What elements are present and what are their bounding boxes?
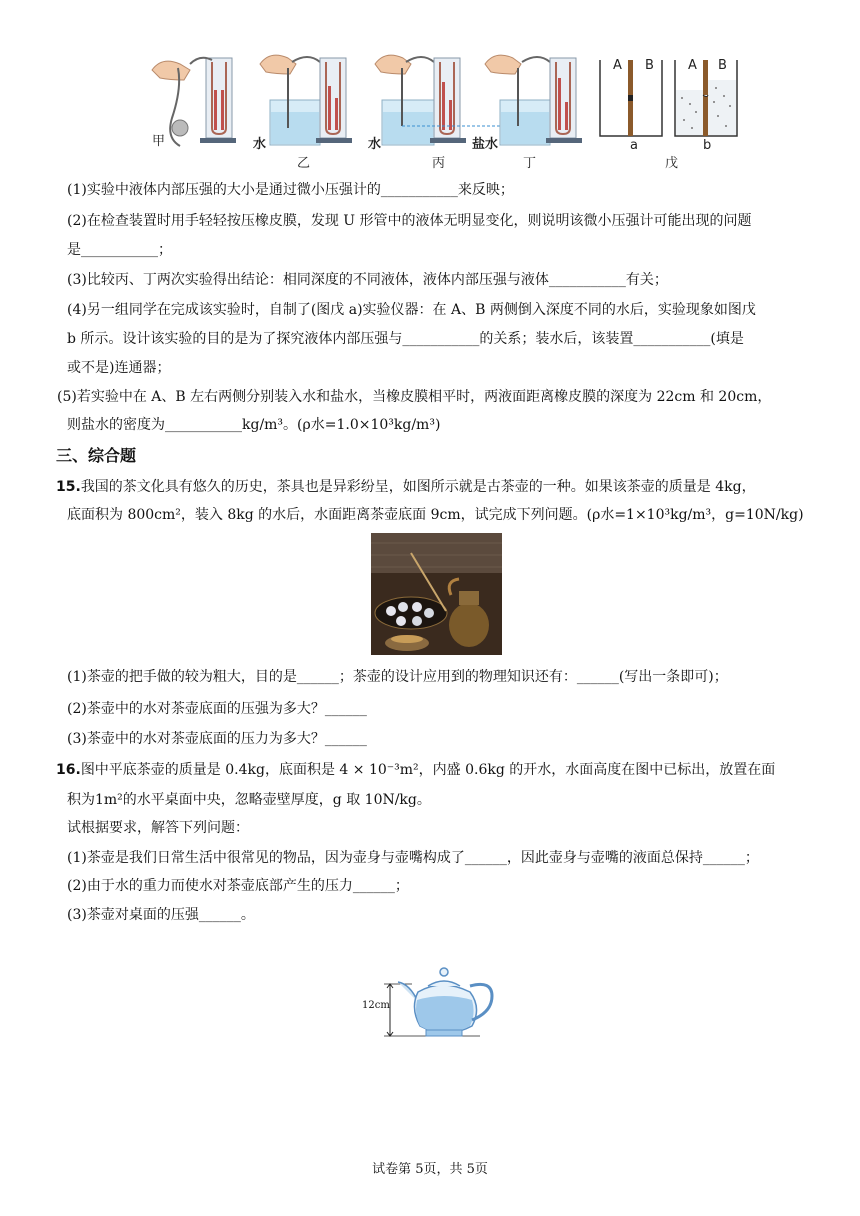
q15-sub2: (2)茶壶中的水对茶壶底面的压强为多大？______: [67, 701, 367, 717]
teapot-height-label: 12cm: [362, 1000, 390, 1011]
q16-stem-b: 积为1m²的水平桌面中央，忽略壶壁厚度，g 取 10N/kg。: [67, 792, 431, 808]
q15-sub3: (3)茶壶中的水对茶壶底面的压力为多大？______: [67, 731, 367, 747]
q14-part5-b: 则盐水的密度为___________kg/m³。(ρ水=1.0×10³kg/m³): [67, 417, 441, 433]
label-ding: 丁: [523, 156, 537, 171]
label-jia: 甲: [152, 134, 166, 149]
q16-sub2: (2)由于水的重力而使水对茶壶底部产生的压力______；: [67, 878, 409, 894]
label-wu-b-right: B: [718, 58, 727, 73]
q14-part4-a: (4)另一组同学在完成该实验时，自制了(图戊 a)实验仪器：在 A、B 两侧倒入深度不同的水后，实验现象如图戊: [67, 302, 756, 318]
q14-part4-b: b 所示。设计该实验的目的是为了探究液体内部压强与___________的关系；装水后，该装置___________(填是: [67, 331, 744, 347]
q14-part1: (1)实验中液体内部压强的大小是通过微小压强计的___________来反映；: [67, 182, 514, 198]
q14-part5-a: (5)若实验中在 A、B 左右两侧分别装入水和盐水，当橡皮膜相平时，两液面距离橡皮膜的深度为 22cm 和 20cm，: [57, 389, 772, 405]
q14-part2-a: (2)在检查装置时用手轻轻按压橡皮膜，发现 U 形管中的液体无明显变化，则说明该微小压强计可能出现的问题: [67, 213, 752, 229]
label-wu-b-left: A: [688, 58, 697, 73]
label-bing: 丙: [432, 156, 446, 171]
q15-stem-line1: [56, 477, 756, 497]
page-footer: 试卷第 5页，共 5页: [372, 1162, 488, 1177]
teapot-diagram: [360, 950, 500, 1045]
q16-stem-a: 图中平底茶壶的质量是 0.4kg，底面积是 4 × 10⁻³m²，内盛 0.6kg 的开水，水面高度在图中已标出，放置在面: [80, 762, 776, 778]
label-wu-a-sub: a: [630, 138, 638, 153]
q16-stem-line1: [56, 760, 775, 780]
q15-stem-b: 底面积为 800cm²，装入 8kg 的水后，水面距离茶壶底面 9cm，试完成下列问题。(ρ水=1×10³kg/m³，g=10N/kg): [67, 507, 804, 523]
q16-number: 16.: [56, 762, 81, 778]
q14-part3: (3)比较丙、丁两次实验得出结论：相同深度的不同液体，液体内部压强与液体___________有关；: [67, 272, 668, 288]
label-brine-ding: 盐水: [472, 137, 499, 152]
q15-sub1: (1)茶壶的把手做的较为粗大，目的是______；茶壶的设计应用到的物理知识还有：______(写出一条即可)；: [67, 669, 728, 685]
q14-part2-b: 是___________；: [67, 242, 172, 258]
label-wu-b-sub: b: [703, 138, 712, 153]
figure-wu-b: [675, 60, 737, 136]
q16-sub3: (3)茶壶对桌面的压强______。: [67, 907, 255, 923]
label-yi: 乙: [297, 156, 311, 171]
label-water-bing: 水: [368, 137, 382, 152]
figure-ding: [485, 55, 582, 145]
q16-intro: 试根据要求，解答下列问题：: [67, 820, 249, 836]
label-wu-a-right: B: [645, 58, 654, 73]
pressure-experiment-figure: [130, 40, 750, 170]
ancient-teapot-photo: [371, 533, 502, 655]
label-water-yi: 水: [253, 137, 267, 152]
section-title: 三、综合题: [56, 446, 137, 465]
q15-number: 15.: [56, 479, 81, 495]
label-wu: 戊: [665, 156, 679, 171]
q15-stem-a: 我国的茶文化具有悠久的历史，茶具也是异彩纷呈，如图所示就是古茶壶的一种。如果该茶壶的质量是 4kg，: [80, 479, 756, 495]
q14-part4-c: 或不是)连通器；: [67, 360, 171, 376]
label-wu-a-left: A: [613, 58, 622, 73]
q16-sub1: (1)茶壶是我们日常生活中很常见的物品，因为壶身与壶嘴构成了______，因此壶身与壶嘴的液面总保持______；: [67, 850, 759, 866]
figure-yi: [260, 55, 352, 145]
